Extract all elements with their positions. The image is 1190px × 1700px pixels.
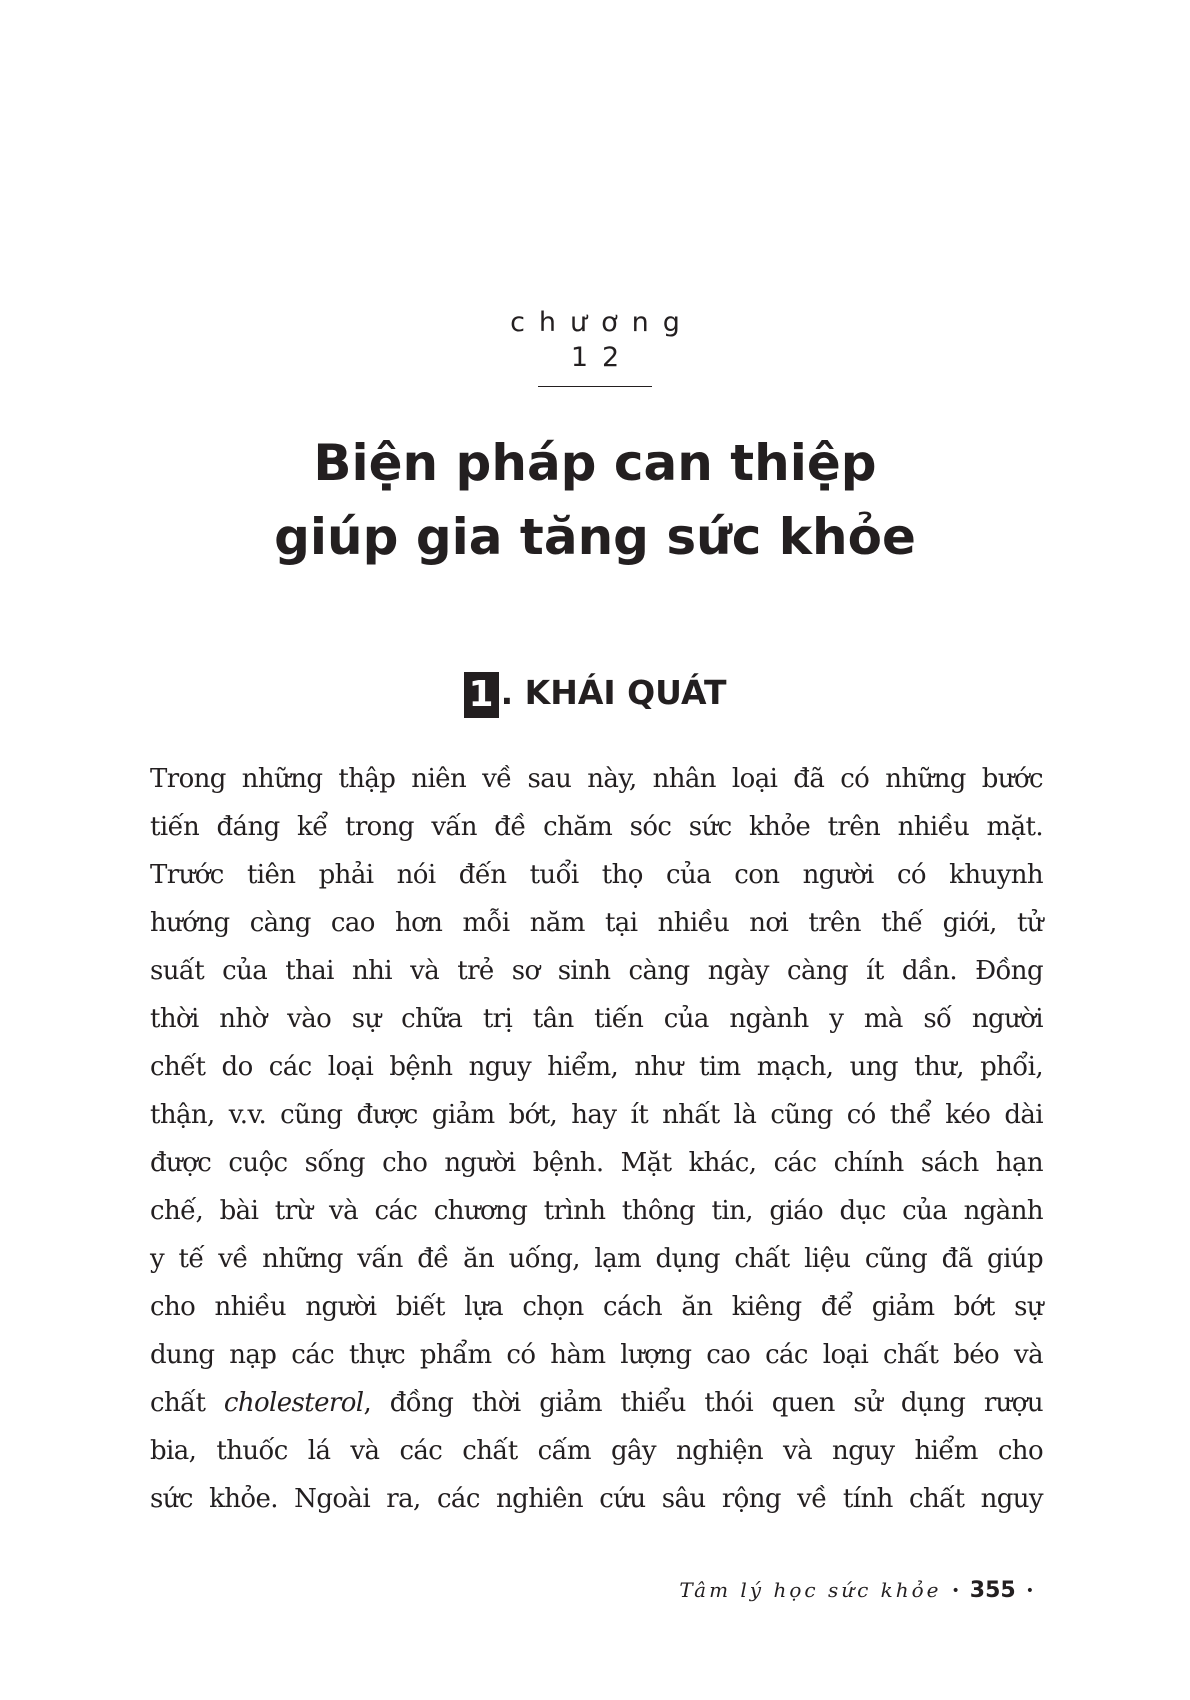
chapter-label: chương bbox=[510, 307, 694, 338]
body-line: dung nạp các thực phẩm có hàm lượng cao các loại chất béo và bbox=[150, 1340, 1043, 1370]
body-line: chết do các loại bệnh nguy hiểm, như tim mạch, ung thư, phổi, bbox=[150, 1052, 1043, 1082]
running-title: Tâm lý học sức khỏe bbox=[679, 1578, 942, 1602]
body-line: thời nhờ vào sự chữa trị tân tiến của ngành y mà số người bbox=[150, 1004, 1043, 1034]
body-line: chế, bài trừ và các chương trình thông tin, giáo dục của ngành bbox=[150, 1196, 1043, 1226]
body-line: thận, v.v. cũng được giảm bớt, hay ít nhất là cũng có thể kéo dài bbox=[150, 1100, 1043, 1130]
body-line: suất của thai nhi và trẻ sơ sinh càng ngày càng ít dần. Đồng bbox=[150, 956, 1043, 986]
body-line: hướng càng cao hơn mỗi năm tại nhiều nơi trên thế giới, tử bbox=[150, 908, 1043, 938]
body-line: được cuộc sống cho người bệnh. Mặt khác, các chính sách hạn bbox=[150, 1148, 1043, 1178]
chapter-title bbox=[0, 426, 1190, 574]
chapter-title-line-1: Biện pháp can thiệp bbox=[313, 434, 877, 492]
bullet-separator: • bbox=[951, 1583, 960, 1599]
body-line: cho nhiều người biết lựa chọn cách ăn kiêng để giảm bớt sự bbox=[150, 1292, 1043, 1322]
section-heading bbox=[0, 668, 1190, 718]
chapter-number: 12 bbox=[570, 342, 634, 373]
body-line-mixed bbox=[150, 1379, 1043, 1427]
bullet-separator: • bbox=[1025, 1583, 1034, 1599]
body-line: Trước tiên phải nói đến tuổi thọ của con người có khuynh bbox=[150, 860, 1043, 890]
chapter-divider bbox=[538, 386, 652, 387]
body-line: tiến đáng kể trong vấn đề chăm sóc sức khỏe trên nhiều mặt. bbox=[150, 812, 1043, 842]
body-paragraph bbox=[150, 755, 1043, 1523]
body-line: sức khỏe. Ngoài ra, các nghiên cứu sâu rộng về tính chất nguy bbox=[150, 1484, 1043, 1514]
body-italic-term: cholesterol bbox=[223, 1388, 364, 1418]
chapter-title-line-2: giúp gia tăng sức khỏe bbox=[274, 508, 916, 566]
body-line: y tế về những vấn đề ăn uống, lạm dụng chất liệu cũng đã giúp bbox=[150, 1244, 1043, 1274]
body-text-run: , đồng thời giảm thiểu thói quen sử dụng rượu bbox=[363, 1388, 1044, 1418]
section-number-badge: 1 bbox=[464, 672, 499, 718]
body-line: bia, thuốc lá và các chất cấm gây nghiện và nguy hiểm cho bbox=[150, 1436, 1043, 1466]
body-line: Trong những thập niên về sau này, nhân loại đã có những bước bbox=[150, 764, 1043, 794]
body-text-run: chất bbox=[150, 1388, 224, 1418]
page-footer bbox=[679, 1575, 1044, 1606]
page-number: 355 bbox=[969, 1578, 1016, 1603]
section-title: . KHÁI QUÁT bbox=[500, 673, 727, 712]
